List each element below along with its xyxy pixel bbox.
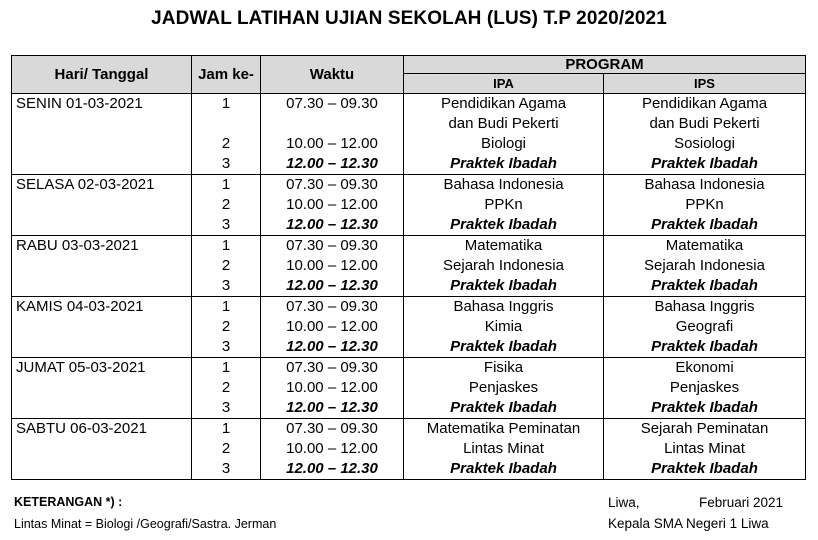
day-label: SENIN 01-03-2021 [12, 94, 192, 175]
waktu-cell: 12.00 – 12.30 [261, 459, 404, 480]
ips-cell: Geografi [604, 317, 806, 337]
waktu-cell: 12.00 – 12.30 [261, 276, 404, 297]
ipa-cell: PPKn [404, 195, 604, 215]
table-row [12, 236, 806, 257]
ipa-cell: Kimia [404, 317, 604, 337]
jam-cell: 1 [192, 236, 261, 257]
jam-cell: 2 [192, 195, 261, 215]
keterangan-title: KETERANGAN *) : [14, 495, 123, 509]
day-label: JUMAT 05-03-2021 [12, 358, 192, 419]
ips-cell: Matematika [604, 236, 806, 257]
waktu-cell: 07.30 – 09.30 [261, 236, 404, 257]
day-block-rabu [12, 236, 806, 297]
signature-role: Kepala SMA Negeri 1 Liwa [608, 516, 769, 531]
day-label: SELASA 02-03-2021 [12, 175, 192, 236]
waktu-cell: 10.00 – 12.00 [261, 134, 404, 154]
day-label: KAMIS 04-03-2021 [12, 297, 192, 358]
waktu-cell: 12.00 – 12.30 [261, 398, 404, 419]
day-block-senin [12, 94, 806, 175]
jam-cell: 3 [192, 398, 261, 419]
ips-cell: Penjaskes [604, 378, 806, 398]
table-row [12, 419, 806, 440]
day-label: RABU 03-03-2021 [12, 236, 192, 297]
jam-cell: 2 [192, 256, 261, 276]
ips-cell: Lintas Minat [604, 439, 806, 459]
day-block-jumat [12, 358, 806, 419]
keterangan-text: Lintas Minat = Biologi /Geografi/Sastra. Jerman [14, 517, 277, 531]
ipa-cell: Praktek Ibadah [404, 154, 604, 175]
ipa-cell: Sejarah Indonesia [404, 256, 604, 276]
ips-cell: Praktek Ibadah [604, 398, 806, 419]
jam-cell: 3 [192, 215, 261, 236]
day-block-sabtu [12, 419, 806, 480]
ipa-cell: Praktek Ibadah [404, 398, 604, 419]
header-ipa: IPA [404, 74, 604, 94]
ipa-cell: Lintas Minat [404, 439, 604, 459]
ips-cell: PPKn [604, 195, 806, 215]
jam-cell: 1 [192, 175, 261, 196]
jam-cell-empty [192, 114, 261, 134]
header-ips: IPS [604, 74, 806, 94]
jam-cell: 2 [192, 378, 261, 398]
ips-cell: Sejarah Peminatan [604, 419, 806, 440]
ipa-cell: Praktek Ibadah [404, 276, 604, 297]
ipa-cell: Praktek Ibadah [404, 215, 604, 236]
ips-cell: Sosiologi [604, 134, 806, 154]
jam-cell: 2 [192, 317, 261, 337]
waktu-cell-empty [261, 114, 404, 134]
jam-cell: 3 [192, 337, 261, 358]
ipa-cell: Bahasa Inggris [404, 297, 604, 318]
ipa-cell: Penjaskes [404, 378, 604, 398]
ips-cell: Bahasa Inggris [604, 297, 806, 318]
day-label: SABTU 06-03-2021 [12, 419, 192, 480]
jam-cell: 2 [192, 439, 261, 459]
signature-date: Februari 2021 [699, 495, 784, 510]
waktu-cell: 07.30 – 09.30 [261, 297, 404, 318]
ips-cell: Praktek Ibadah [604, 459, 806, 480]
schedule-table [11, 55, 806, 480]
waktu-cell: 10.00 – 12.00 [261, 256, 404, 276]
waktu-cell: 07.30 – 09.30 [261, 175, 404, 196]
ipa-cell: Bahasa Indonesia [404, 175, 604, 196]
page-title: JADWAL LATIHAN UJIAN SEKOLAH (LUS) T.P 2020/2021 [151, 8, 667, 29]
waktu-cell: 12.00 – 12.30 [261, 337, 404, 358]
ips-cell: Sejarah Indonesia [604, 256, 806, 276]
waktu-cell: 10.00 – 12.00 [261, 378, 404, 398]
table-row [12, 297, 806, 318]
header-waktu: Waktu [261, 56, 404, 94]
table-row [12, 358, 806, 379]
ipa-cell-cont: dan Budi Pekerti [404, 114, 604, 134]
ips-cell: Ekonomi [604, 358, 806, 379]
ips-cell: Praktek Ibadah [604, 154, 806, 175]
waktu-cell: 07.30 – 09.30 [261, 358, 404, 379]
ipa-cell: Matematika Peminatan [404, 419, 604, 440]
waktu-cell: 07.30 – 09.30 [261, 94, 404, 115]
ipa-cell: Fisika [404, 358, 604, 379]
jam-cell: 1 [192, 94, 261, 115]
ipa-cell: Matematika [404, 236, 604, 257]
day-block-kamis [12, 297, 806, 358]
jam-cell: 3 [192, 459, 261, 480]
waktu-cell: 12.00 – 12.30 [261, 154, 404, 175]
ips-cell: Bahasa Indonesia [604, 175, 806, 196]
table-row [12, 94, 806, 115]
ips-cell-cont: dan Budi Pekerti [604, 114, 806, 134]
jam-cell: 3 [192, 154, 261, 175]
waktu-cell: 12.00 – 12.30 [261, 215, 404, 236]
waktu-cell: 10.00 – 12.00 [261, 439, 404, 459]
ips-cell: Praktek Ibadah [604, 215, 806, 236]
ipa-cell: Praktek Ibadah [404, 337, 604, 358]
jam-cell: 1 [192, 419, 261, 440]
header-program: PROGRAM [404, 56, 806, 74]
day-block-selasa [12, 175, 806, 236]
ips-cell: Pendidikan Agama [604, 94, 806, 115]
waktu-cell: 10.00 – 12.00 [261, 317, 404, 337]
jam-cell: 1 [192, 358, 261, 379]
ips-cell: Praktek Ibadah [604, 276, 806, 297]
header-jam: Jam ke- [192, 56, 261, 94]
ipa-cell: Praktek Ibadah [404, 459, 604, 480]
table-row [12, 175, 806, 196]
ipa-cell: Pendidikan Agama [404, 94, 604, 115]
waktu-cell: 07.30 – 09.30 [261, 419, 404, 440]
header-hari-tanggal: Hari/ Tanggal [12, 56, 192, 94]
jam-cell: 1 [192, 297, 261, 318]
signature-place: Liwa, [608, 495, 640, 510]
ips-cell: Praktek Ibadah [604, 337, 806, 358]
jam-cell: 2 [192, 134, 261, 154]
ipa-cell: Biologi [404, 134, 604, 154]
waktu-cell: 10.00 – 12.00 [261, 195, 404, 215]
jam-cell: 3 [192, 276, 261, 297]
